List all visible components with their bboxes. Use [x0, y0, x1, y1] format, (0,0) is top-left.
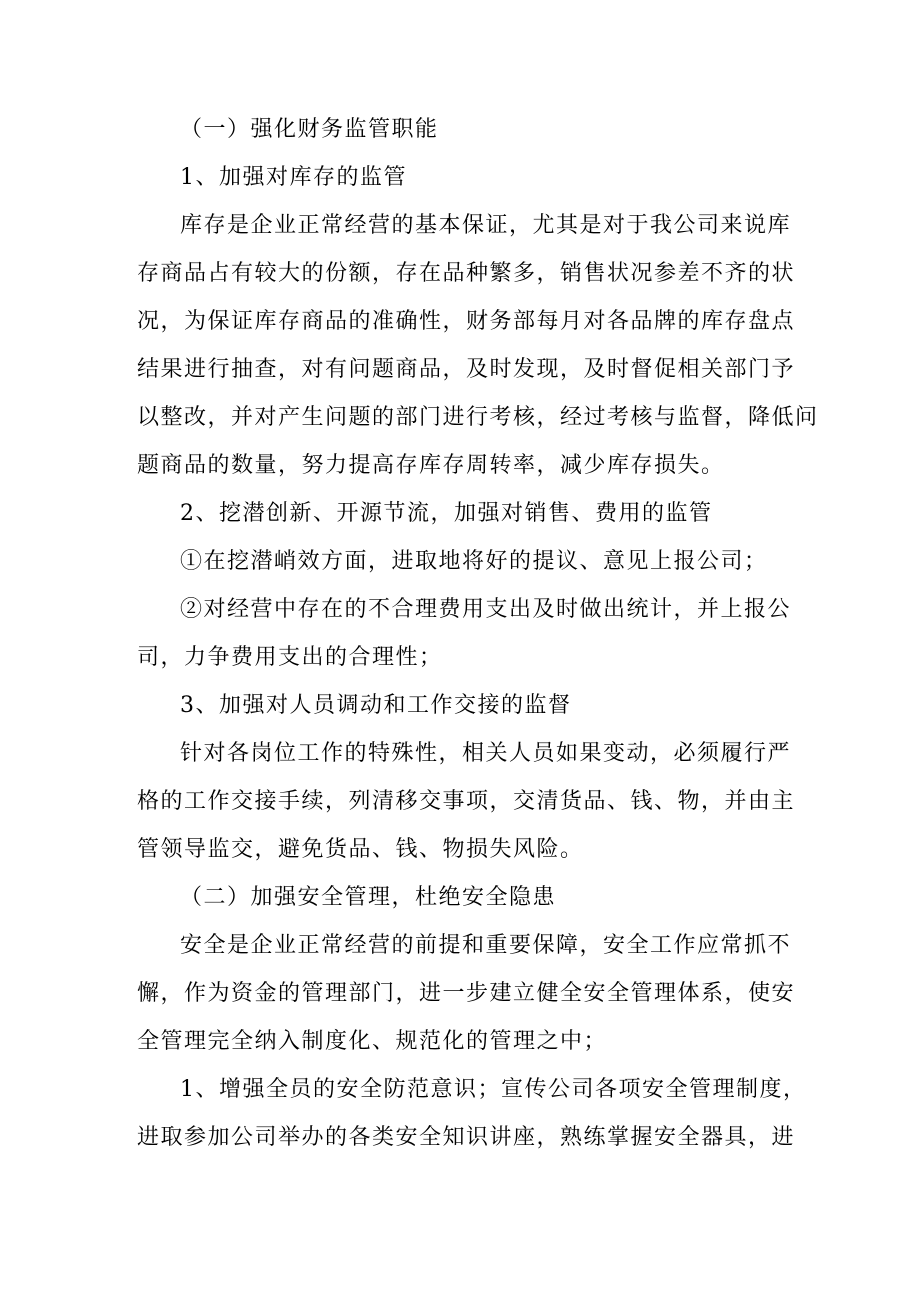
section-heading-2: （二）加强安全管理，杜绝安全隐患	[180, 885, 557, 910]
list-item: ①在挖潜峭效方面，进取地将好的提议、意见上报公司；	[180, 549, 768, 574]
paragraph-line: 司，力争费用支出的合理性；	[137, 645, 443, 670]
section-heading-1: （一）强化财务监管职能	[180, 117, 439, 142]
subheading-2: 2、挖潜创新、开源节流，加强对销售、费用的监管	[180, 501, 713, 526]
paragraph-line: 结果进行抽查，对有问题商品，及时发现，及时督促相关部门予	[137, 357, 796, 382]
paragraph-line: 针对各岗位工作的特殊性，相关人员如果变动，必须履行严	[180, 741, 792, 766]
paragraph-line: 库存是企业正常经营的基本保证，尤其是对于我公司来说库	[180, 213, 792, 238]
paragraph-line: 格的工作交接手续，列清移交事项，交清货品、钱、物，并由主	[137, 789, 796, 814]
paragraph-line: 懈，作为资金的管理部门，进一步建立健全安全管理体系，使安	[137, 981, 796, 1006]
paragraph-line: 安全是企业正常经营的前提和重要保障，安全工作应常抓不	[180, 933, 792, 958]
paragraph-line: 题商品的数量，努力提高存库存周转率，减少库存损失。	[137, 453, 725, 478]
paragraph-line: 全管理完全纳入制度化、规范化的管理之中；	[137, 1029, 608, 1054]
list-item: ②对经营中存在的不合理费用支出及时做出统计，并上报公	[180, 597, 792, 622]
subheading-3: 3、加强对人员调动和工作交接的监督	[180, 693, 572, 718]
paragraph-line: 以整改，并对产生问题的部门进行考核，经过考核与监督，降低问	[137, 405, 819, 430]
subheading-1: 1、加强对库存的监管	[180, 165, 407, 190]
paragraph-line: 管领导监交，避免货品、钱、物损失风险。	[137, 837, 584, 862]
paragraph-line: 1、增强全员的安全防范意识；宣传公司各项安全管理制度，	[180, 1077, 807, 1102]
paragraph-line: 况，为保证库存商品的准确性，财务部每月对各品牌的库存盘点	[137, 309, 796, 334]
paragraph-line: 进取参加公司举办的各类安全知识讲座，熟练掌握安全器具，进	[137, 1125, 796, 1150]
paragraph-line: 存商品占有较大的份额，存在品种繁多，销售状况参差不齐的状	[137, 261, 796, 286]
